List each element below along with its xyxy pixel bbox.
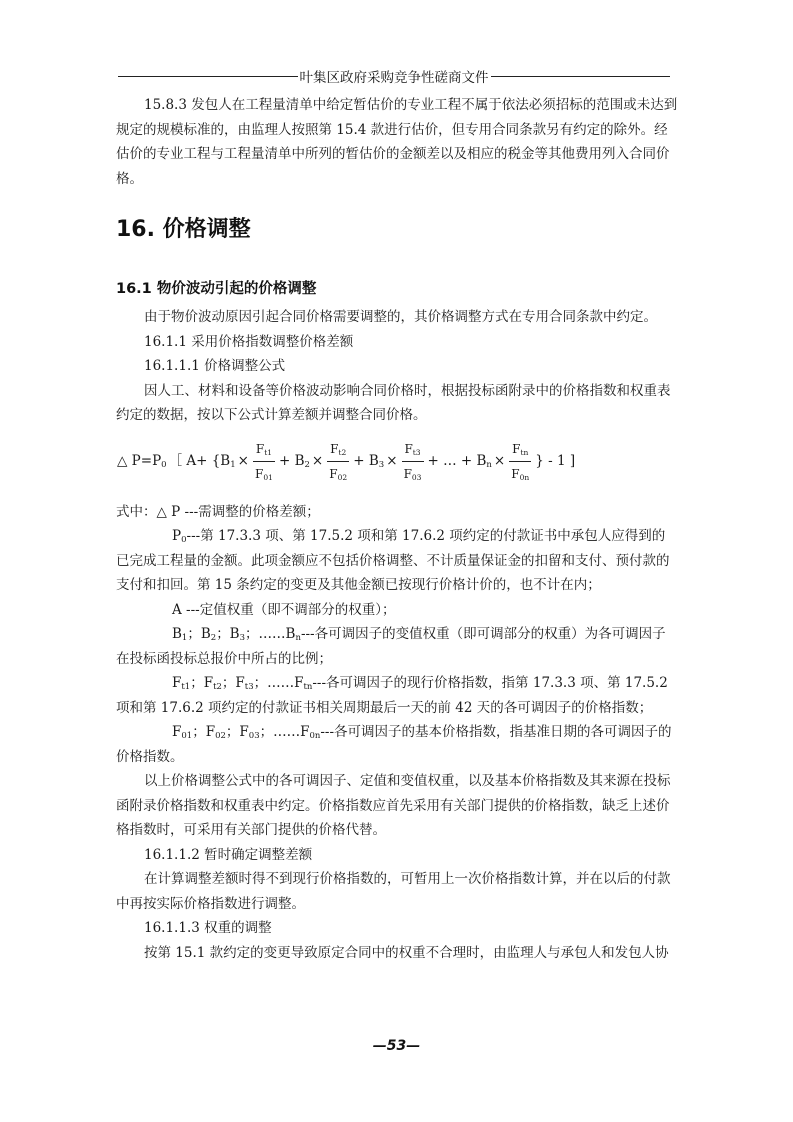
- definition-b: $B_1$；$B_2$；$B_3$；$\dots\dots B_n---$各可调因子的变值权重（即可调部分的权重）为各可调因子在投标函投标总报价中所占的比例；: [116, 626, 666, 667]
- formula-plus-b3: + $B_3$: [353, 453, 385, 471]
- page-header: [118, 66, 670, 86]
- subsection-16-1-1-3-text: 按第 15.1 款约定的变更导致原定合同中的权重不合理时，由监理人与承包人和发包人协: [144, 944, 669, 961]
- header-title: 叶集区政府采购竞争性磋商文件: [299, 70, 489, 86]
- formula-times-2: ×: [311, 453, 324, 470]
- subsection-16-1-1-1-heading: 16.1.1.1 价格调整公式: [144, 358, 286, 374]
- formula-times-n: ×: [493, 453, 506, 470]
- definition-delta-p: 式中：△ P ---需调整的价格差额；: [116, 503, 320, 520]
- formula-times-3: ×: [386, 453, 398, 470]
- page-body: [116, 93, 678, 965]
- definition-ft: $F_{t1}$；$F_{t2}$；$F_{t3}$；$\dots\dots F_{tn}---$各可调因子的现行价格指数，指第 17.3.3 项、第 17.5.2 项和第 17.6.2 项约定的付款证书相关周期最后一天的前 42 天的各可调因子的价格指数；: [116, 675, 668, 716]
- definition-p0: $P_0---$第 17.3.3 项、第 17.5.2 项和第 17.6.2 项约定的付款证书中承包人应得到的已完成工程量的金额。此项金额应不包括价格调整、不计质量保证金的扣留和支付、预付款的支付和扣回。第 15 条约定的变更及其他金额已按现行价格计价的，也不计在内；: [116, 528, 670, 593]
- fraction-3: $\frac{F_{t3}}{F_{03}}$: [402, 440, 424, 483]
- definition-a: A ---定值权重（即不调部分的权重）；: [172, 601, 396, 618]
- fraction-2: $\frac{F_{t2}}{F_{02}}$: [327, 440, 349, 483]
- price-adjustment-formula: [116, 430, 678, 494]
- definition-f0: $F_{01}$；$F_{02}$；$F_{03}$；$\dots\dots F_{0n}---$各可调因子的基本价格指数，指基准日期的各可调因子的价格指数。: [116, 724, 672, 765]
- formula-plus-b2: + $B_2$: [278, 453, 310, 471]
- paragraph-index-source: 以上价格调整公式中的各可调因子、定值和变值权重，以及基本价格指数及其来源在投标函附录价格指数和权重表中约定。价格指数应首先采用有关部门提供的价格指数，缺乏上述价格指数时，可采用有关部门提供的价格代替。: [116, 773, 671, 838]
- fraction-1: $\frac{F_{t1}}{F_{01}}$: [253, 440, 275, 483]
- subsection-16-1-1-heading: 16.1.1 采用价格指数调整价格差额: [144, 333, 354, 350]
- page-number: —53—: [372, 1038, 421, 1054]
- section-16-heading: 16. 价格调整: [116, 217, 251, 242]
- subsection-16-1-1-3-heading: 16.1.1.3 权重的调整: [144, 920, 272, 936]
- formula-times-1: ×: [237, 453, 249, 470]
- header-rule-left: [118, 76, 298, 77]
- section-16-1-intro: 由于物价波动原因引起合同价格需要调整的，其价格调整方式在专用合同条款中约定。: [144, 309, 657, 325]
- formula-intro: 因人工、材料和设备等价格波动影响合同价格时，根据投标函附录中的价格指数和权重表约定的数据，按以下公式计算差额并调整合同价格。: [116, 382, 671, 423]
- subsection-16-1-1-2-heading: 16.1.1.2 暂时确定调整差额: [144, 846, 313, 863]
- formula-close: } - 1 ]: [535, 453, 576, 470]
- section-16-1-heading: 16.1 物价波动引起的价格调整: [116, 281, 317, 297]
- formula-open: ［ $A+ \{B_1$: [168, 453, 236, 471]
- fraction-n: $\frac{F_{tn}}{F_{0n}}$: [509, 440, 531, 483]
- subsection-16-1-1-2-text: 在计算调整差额时得不到现行价格指数的，可暂用上一次价格指数计算，并在以后的付款中再按实际价格指数进行调整。: [116, 871, 671, 912]
- formula-lhs: △ $P=P_0$: [117, 453, 167, 471]
- formula-ellipsis-bn: + … + $B_n$: [427, 453, 492, 471]
- paragraph-15-8-3: 15.8.3 发包人在工程量清单中给定暂估价的专业工程不属于依法必须招标的范围或未达到规定的规模标准的，由监理人按照第 15.4 款进行估价，但专用合同条款另有约定的除外。经估价的专业工程与工程量清单中所列的暂估价的金额差以及相应的税金等其他费用列入合同价格。: [116, 97, 678, 187]
- header-rule-right: [491, 76, 671, 77]
